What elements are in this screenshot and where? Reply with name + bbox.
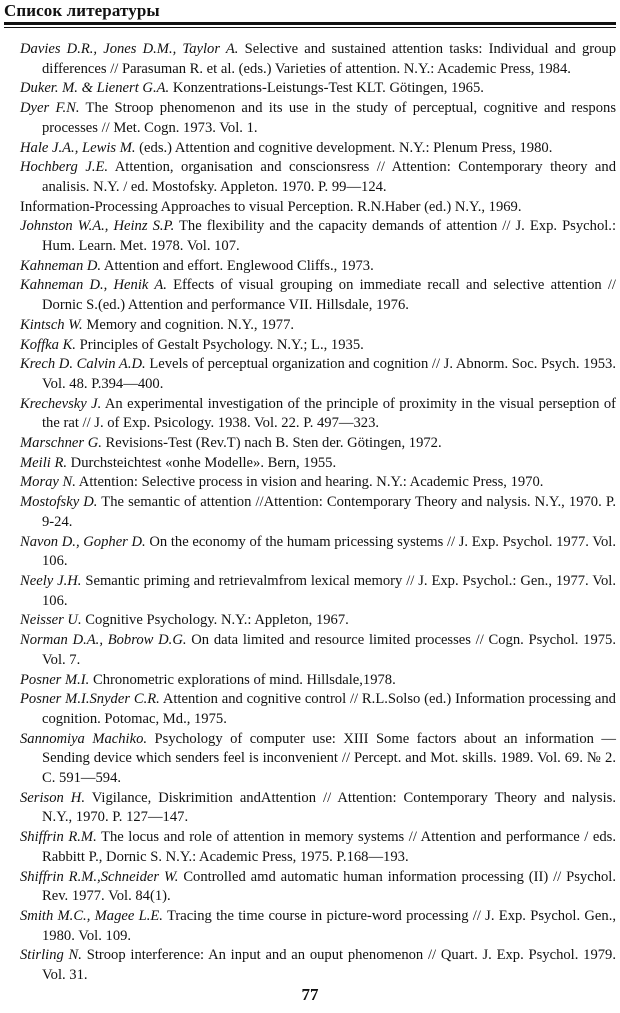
reference-authors: Posner M.I.Snyder C.R. xyxy=(20,691,160,708)
reference-details: On data limited and resource limited processes // Cogn. Psychol. 1975. Vol. 7. xyxy=(42,632,616,668)
reference-entry xyxy=(20,99,616,138)
reference-authors: Smith M.C., Magee L.E. xyxy=(20,907,163,924)
reference-authors: Neisser U. xyxy=(20,612,82,629)
reference-entry xyxy=(20,690,616,729)
reference-entry xyxy=(20,139,616,159)
reference-authors: Shiffrin R.M. xyxy=(20,829,97,846)
reference-details: The flexibility and the capacity demands of attention // J. Exp. Psychol.: Hum. Learn. Met. 1978. Vol. 107. xyxy=(42,218,616,255)
reference-entry xyxy=(20,631,616,670)
reference-details: Levels of perceptual organization and cognition // J. Abnorm. Soc. Psych. 1953. Vol. 48. P.394—400. xyxy=(42,356,616,392)
reference-authors: Krech D. Calvin A.D. xyxy=(20,356,146,373)
reference-entry xyxy=(20,454,616,474)
reference-authors: Marschner G. xyxy=(20,435,102,452)
running-header xyxy=(4,2,616,28)
reference-authors: Stirling N. xyxy=(20,947,82,964)
reference-authors: Krechevsky J. xyxy=(20,395,102,412)
reference-authors: Navon D., Gopher D. xyxy=(20,533,146,550)
reference-details: Revisions-Test (Rev.T) nach B. Sten der. Götingen, 1972. xyxy=(101,435,442,452)
reference-authors: Moray N. xyxy=(20,474,76,491)
reference-entry xyxy=(20,158,616,197)
reference-entry xyxy=(20,907,616,946)
reference-details: Semantic priming and retrievalmfrom lexical memory // J. Exp. Psychol.: Gen., 1977. Vol. 106. xyxy=(42,572,617,609)
header-rule-thick xyxy=(4,22,616,25)
reference-authors: Davies D.R., Jones D.M., Taylor A. xyxy=(20,41,239,57)
reference-entry xyxy=(20,40,616,79)
reference-authors: Kahneman D. xyxy=(20,257,102,274)
reference-authors: Neely J.H. xyxy=(20,572,82,589)
reference-entry xyxy=(20,493,616,532)
reference-entry xyxy=(20,257,616,277)
reference-details: Attention: Selective process in vision and hearing. N.Y.: Academic Press, 1970. xyxy=(75,474,544,491)
reference-authors: Sannomiya Machiko. xyxy=(20,730,148,747)
reference-entry xyxy=(20,434,616,454)
reference-authors: Johnston W.A., Heinz S.P. xyxy=(20,218,175,235)
reference-entry xyxy=(20,316,616,336)
reference-entry xyxy=(20,473,616,493)
reference-entry xyxy=(20,395,616,434)
reference-list xyxy=(20,40,616,986)
reference-details: Chronometric explorations of mind. Hillsdale,1978. xyxy=(89,671,396,688)
reference-entry xyxy=(20,79,616,99)
reference-authors: Duker. M. & Lienert G.A. xyxy=(20,80,170,97)
reference-details: Attention and cognitive control // R.L.Solso (ed.) Information processing and cognition. Potomac, Md., 1975. xyxy=(42,691,616,727)
reference-authors: Dyer F.N. xyxy=(20,100,80,117)
reference-entry xyxy=(20,336,616,356)
reference-details: Attention and effort. Englewood Cliffs., 1973. xyxy=(101,257,374,274)
reference-details: The Stroop phenomenon and its use in the study of perceptual, cognitive and respons processes // Met. Cogn. 1973. Vol. 1. xyxy=(42,100,616,136)
reference-details: Information-Processing Approaches to visual Perception. R.N.Haber (ed.) N.Y., 1969. xyxy=(20,198,522,215)
reference-entry xyxy=(20,946,616,985)
reference-details: Konzentrations-Leistungs-Test KLT. Götingen, 1965. xyxy=(169,80,484,97)
reference-entry xyxy=(20,198,616,218)
reference-details: Cognitive Psychology. N.Y.: Appleton, 1967. xyxy=(81,612,349,629)
reference-entry xyxy=(20,533,616,572)
reference-authors: Shiffrin R.M.,Schneider W. xyxy=(20,868,179,885)
reference-entry xyxy=(20,730,616,789)
reference-authors: Norman D.A., Bobrow D.G. xyxy=(20,632,187,649)
reference-authors: Meili R. xyxy=(20,454,68,471)
reference-authors: Hale J.A., Lewis M. xyxy=(20,139,136,156)
reference-details: The locus and role of attention in memory systems // Attention and performance / eds. Rabbitt P., Dornic S. N.Y.: Academic Press, 1975. P.168—193. xyxy=(42,829,617,865)
reference-entry xyxy=(20,355,616,394)
reference-authors: Serison H. xyxy=(20,789,85,806)
reference-details: Memory and cognition. N.Y., 1977. xyxy=(82,316,295,333)
reference-details: Stroop interference: An input and an ouput phenomenon // Quart. J. Exp. Psychol. 1979. Vol. 31. xyxy=(42,947,616,984)
reference-authors: Koffka K. xyxy=(20,336,76,353)
reference-details: Selective and sustained attention tasks: Individual and group differences // Parasuman R. et al. (eds.) Varieties of attention. N.Y.: Academic Press, 1984. xyxy=(42,41,617,77)
reference-authors: Kahneman D., Henik A. xyxy=(20,277,167,294)
reference-entry xyxy=(20,671,616,691)
reference-details: Controlled amd automatic human information processing (II) // Psychol. Rev. 1977. Vol. 84(1). xyxy=(42,868,616,905)
reference-details: Psychology of computer use: XIII Some factors about an information — Sending device which senders feel is inconvenient // Percept. and Mot. skills. 1989. Vol. 69. № 2. C. 591—594. xyxy=(42,730,616,787)
reference-authors: Hochberg J.E. xyxy=(20,159,109,176)
header-rule-thin xyxy=(4,27,616,28)
page-number: 77 xyxy=(301,985,319,1004)
reference-entry xyxy=(20,828,616,867)
reference-authors: Kintsch W. xyxy=(20,316,83,333)
reference-details: An experimental investigation of the principle of proximity in the visual perseption of the rat // J. of Exp. Psicology. 1938. Vol. 22. P. 497—323. xyxy=(42,395,616,432)
reference-entry xyxy=(20,789,616,828)
reference-entry xyxy=(20,572,616,611)
reference-entry xyxy=(20,611,616,631)
reference-entry xyxy=(20,217,616,256)
reference-details: On the economy of the humam pricessing systems // J. Exp. Psychol. 1977. Vol. 106. xyxy=(42,533,616,570)
reference-details: (eds.) Attention and cognitive development. N.Y.: Plenum Press, 1980. xyxy=(135,139,553,156)
reference-entry xyxy=(20,276,616,315)
reference-details: Attention, organisation and conscionsress // Attention: Contemporary theory and analisis. N.Y. / ed. Mostofsky. Appleton. 1970. P. 99—124. xyxy=(42,159,616,195)
section-title: Список литературы xyxy=(4,1,160,20)
reference-details: Vigilance, Diskrimition andAttention // Attention: Contemporary Theory and nalysis. N.Y., 1970. P. 127—147. xyxy=(42,789,616,826)
reference-entry xyxy=(20,868,616,907)
reference-authors: Mostofsky D. xyxy=(20,494,98,511)
reference-details: Tracing the time course in picture-word processing // J. Exp. Psychol. Gen., 1980. Vol. 109. xyxy=(42,907,616,944)
reference-details: Durchsteichtest «onhe Modelle». Bern, 1955. xyxy=(67,454,337,471)
reference-details: Effects of visual grouping on immediate recall and selective attention // Dornic S.(ed.) Attention and performance VII. Hillsdale, 1976. xyxy=(42,277,616,314)
reference-details: Principles of Gestalt Psychology. N.Y.; L., 1935. xyxy=(75,336,364,353)
reference-details: The semantic of attention //Attention: Contemporary Theory and nalysis. N.Y., 1970. P. 9-24. xyxy=(42,494,616,530)
reference-authors: Posner M.I. xyxy=(20,671,90,688)
